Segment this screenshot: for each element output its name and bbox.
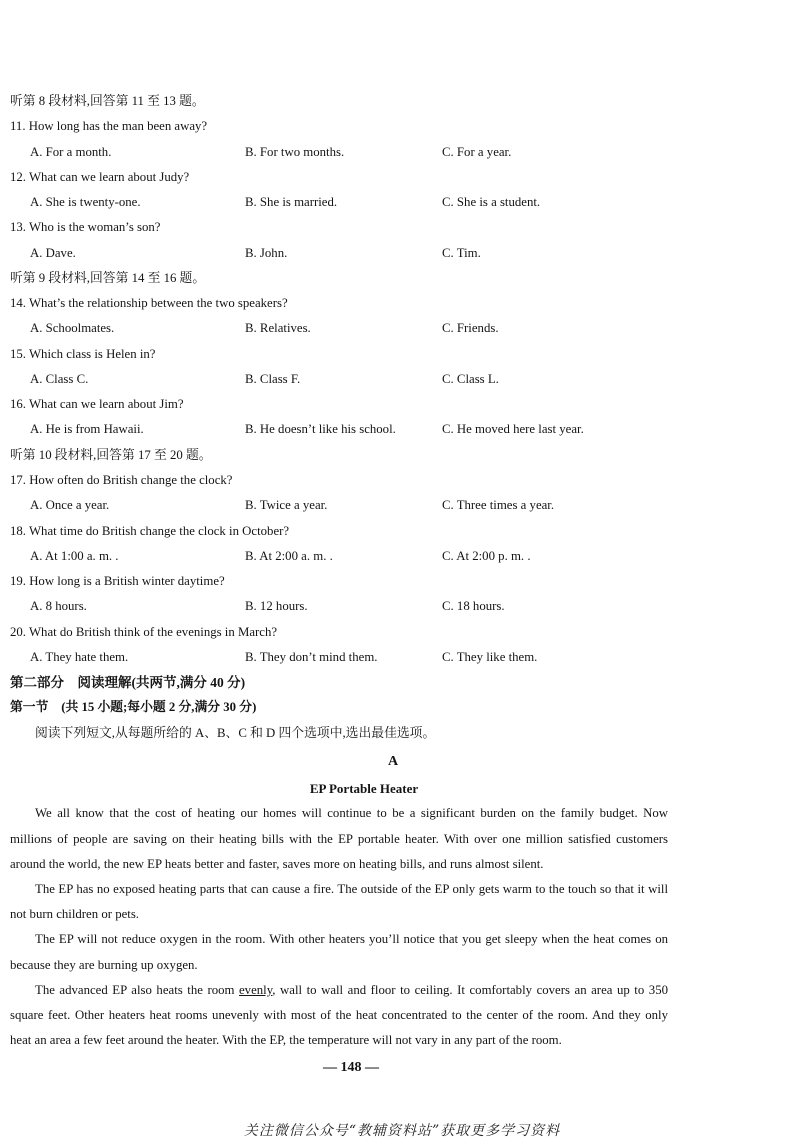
listening-instruction-9: 听第 9 段材料,回答第 14 至 16 题。	[10, 270, 206, 285]
option-12-a: A. She is twenty-one.	[30, 195, 141, 210]
footer-note: 关注微信公众号“教辅资料站”获取更多学习资料	[243, 1123, 561, 1139]
question-18: 18. What time do British change the clock in October?	[10, 523, 290, 538]
paragraph-line: The EP will not reduce oxygen in the room. With other heaters you’ll notice that you get sleepy when the heat comes on	[35, 932, 668, 947]
option-13-c: C. Tim.	[442, 245, 481, 260]
option-11-c: C. For a year.	[442, 144, 512, 159]
options-row-14	[10, 316, 668, 341]
paragraph-line: around the world, the new EP heats better and faster, saves more on heating bills, and runs almost silent.	[10, 856, 544, 871]
option-11-b: B. For two months.	[245, 144, 345, 159]
options-row-16	[10, 417, 668, 442]
paragraph-4	[10, 978, 668, 1054]
options-row-15	[10, 367, 668, 392]
option-16-c: C. He moved here last year.	[442, 422, 584, 437]
paragraph-3	[10, 927, 668, 977]
options-row-18	[10, 544, 668, 569]
option-17-b: B. Twice a year.	[245, 498, 328, 513]
question-20: 20. What do British think of the evenings in March?	[10, 624, 278, 639]
option-19-c: C. 18 hours.	[442, 599, 505, 614]
option-12-b: B. She is married.	[245, 195, 338, 210]
listening-instruction-8: 听第 8 段材料,回答第 11 至 13 题。	[10, 94, 205, 108]
options-row-19	[10, 594, 668, 619]
option-11-a: A. For a month.	[30, 144, 112, 159]
option-17-a: A. Once a year.	[30, 498, 110, 513]
option-18-b: B. At 2:00 a. m. .	[245, 548, 333, 563]
options-row-12	[10, 190, 668, 215]
page-number: — 148 —	[323, 1060, 379, 1075]
question-15: 15. Which class is Helen in?	[10, 346, 156, 361]
question-14: 14. What’s the relationship between the two speakers?	[10, 296, 288, 311]
question-12: 12. What can we learn about Judy?	[10, 169, 190, 184]
option-12-c: C. She is a student.	[442, 195, 541, 210]
question-16: 16. What can we learn about Jim?	[10, 397, 184, 412]
page-content	[10, 89, 668, 1053]
reading-directions: 阅读下列短文,从每题所给的 A、B、C 和 D 四个选项中,选出最佳选项。	[35, 725, 436, 740]
question-19: 19. How long is a British winter daytime?	[10, 574, 225, 589]
options-row-20	[10, 645, 668, 670]
options-row-17	[10, 493, 668, 518]
paragraph-line: We all know that the cost of heating our homes will continue to be a significant burden on the family budget. Now	[35, 806, 668, 821]
paragraph-line: square feet. Other heaters heat rooms unevenly with most of the heat concentrated to the center of the room. And they only	[10, 1007, 668, 1022]
option-15-b: B. Class F.	[245, 371, 301, 386]
options-row-13	[10, 241, 668, 266]
option-18-a: A. At 1:00 a. m. .	[30, 548, 119, 563]
option-19-a: A. 8 hours.	[30, 599, 87, 614]
option-14-c: C. Friends.	[442, 321, 499, 336]
options-row-11	[10, 140, 668, 165]
part-two-title: 第二部分 阅读理解(共两节,满分 40 分)	[10, 675, 246, 691]
underlined-word-evenly: evenly	[239, 982, 273, 997]
paragraph-1	[10, 801, 668, 877]
option-20-b: B. They don’t mind them.	[245, 649, 378, 664]
option-17-c: C. Three times a year.	[442, 498, 555, 513]
option-15-c: C. Class L.	[442, 371, 499, 386]
paragraph-text: The advanced EP also heats the room	[35, 982, 239, 997]
question-13: 13. Who is the woman’s son?	[10, 220, 161, 235]
option-14-a: A. Schoolmates.	[30, 321, 115, 336]
listening-instruction-10: 听第 10 段材料,回答第 17 至 20 题。	[10, 447, 212, 462]
passage-title: EP Portable Heater	[309, 781, 419, 797]
paragraph-line	[10, 978, 668, 1003]
option-14-b: B. Relatives.	[245, 321, 311, 336]
option-13-a: A. Dave.	[30, 245, 76, 260]
passage-label: A	[387, 753, 399, 769]
option-20-a: A. They hate them.	[30, 649, 129, 664]
question-17: 17. How often do British change the clock?	[10, 472, 233, 487]
paragraph-line: not burn children or pets.	[10, 907, 140, 922]
option-16-a: A. He is from Hawaii.	[30, 422, 144, 437]
question-11: 11. How long has the man been away?	[10, 119, 208, 134]
option-19-b: B. 12 hours.	[245, 599, 308, 614]
section-one-title: 第一节 (共 15 小题;每小题 2 分,满分 30 分)	[10, 700, 257, 715]
option-18-c: C. At 2:00 p. m. .	[442, 548, 531, 563]
paragraph-2	[10, 877, 668, 927]
option-16-b: B. He doesn’t like his school.	[245, 422, 396, 437]
option-20-c: C. They like them.	[442, 649, 538, 664]
option-13-b: B. John.	[245, 245, 288, 260]
paragraph-line: millions of people are saving on their heating bills with the EP portable heater. With over one million satisfied customers	[10, 831, 668, 846]
paragraph-text: , wall to wall and floor to ceiling. It comfortably covers an area up to 350	[272, 982, 668, 997]
paragraph-line: because they are burning up oxygen.	[10, 957, 198, 972]
paragraph-line: heat an area a few feet around the heater. With the EP, the temperature will not vary in any part of the room.	[10, 1033, 562, 1048]
option-15-a: A. Class C.	[30, 371, 89, 386]
paragraph-line: The EP has no exposed heating parts that can cause a fire. The outside of the EP only gets warm to the touch so that it will	[35, 882, 668, 896]
